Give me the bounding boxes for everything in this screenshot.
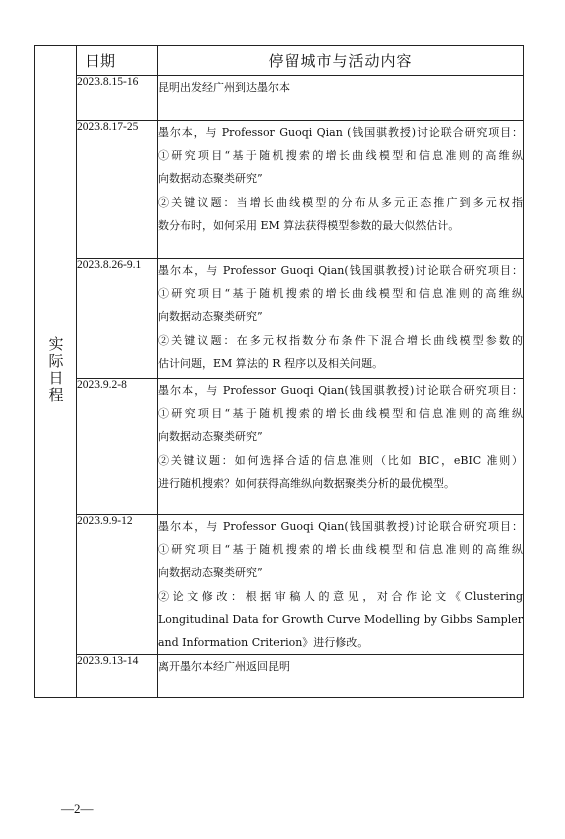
activity-line: ①研究项目“基于随机搜索的增长曲线模型和信息准则的高维纵	[158, 543, 523, 557]
activity-line: Longitudinal Data for Growth Curve Modelling by Gibbs Sampler	[158, 612, 523, 626]
activity-line: ②关键议题：在多元权指数分布条件下混合增长曲线模型参数的	[158, 333, 523, 347]
activity-line: ②关键议题：当增长曲线模型的分布从多元正态推广到多元权指	[158, 195, 523, 209]
row-activity	[158, 259, 524, 379]
activity-line: 向数据动态聚类研究”	[158, 566, 263, 580]
row-date: 2023.9.2-8	[77, 379, 158, 515]
row-date: 2023.9.9-12	[77, 515, 158, 655]
activity-line: 墨尔本，与 Professor Guoqi Qian(钱国骐教授)讨论联合研究项目：	[158, 264, 523, 277]
row-activity	[158, 515, 524, 655]
row-activity	[158, 655, 524, 698]
activity-line: ①研究项目“基于随机搜索的增长曲线模型和信息准则的高维纵	[158, 407, 523, 421]
row-date: 2023.8.15-16	[77, 76, 158, 121]
activity-line: 昆明出发经广州到达墨尔本	[158, 81, 290, 94]
activity-line: 墨尔本，与 Professor Guoqi Qian (钱国骐教授)讨论联合研究项目：	[158, 126, 523, 139]
table-row	[35, 259, 524, 379]
activity-line: 向数据动态聚类研究”	[158, 430, 263, 444]
activity-line: ②关键议题：如何选择合适的信息准则（比如 BIC，eBIC 准则）	[158, 453, 523, 467]
side-label-cell	[35, 46, 77, 698]
activity-line: 墨尔本，与 Professor Guoqi Qian(钱国骐教授)讨论联合研究项目：	[158, 384, 523, 397]
activity-line: 向数据动态聚类研究”	[158, 310, 263, 324]
activity-line: 数分布时，如何采用 EM 算法获得模型参数的最大似然估计。	[158, 218, 460, 232]
table-row	[35, 655, 524, 698]
row-date: 2023.8.17-25	[77, 121, 158, 259]
activity-line: 进行随机搜索？如何获得高维纵向数据聚类分析的最优模型。	[158, 476, 455, 490]
side-label: 实际日程	[46, 335, 65, 404]
row-activity	[158, 76, 524, 121]
table-row	[35, 121, 524, 259]
header-row	[35, 46, 524, 76]
activity-line: ①研究项目“基于随机搜索的增长曲线模型和信息准则的高维纵	[158, 287, 523, 301]
activity-line: 估计问题，EM 算法的 R 程序以及相关问题。	[158, 356, 384, 370]
row-date: 2023.9.13-14	[77, 655, 158, 698]
activity-line: 离开墨尔本经广州返回昆明	[158, 660, 290, 674]
table-row	[35, 76, 524, 121]
activity-line: and Information Criterion》进行修改。	[158, 636, 369, 650]
activity-line: ①研究项目“基于随机搜索的增长曲线模型和信息准则的高维纵	[158, 149, 523, 163]
itinerary-table	[34, 45, 524, 698]
table-row	[35, 515, 524, 655]
activity-line: 墨尔本，与 Professor Guoqi Qian(钱国骐教授)讨论联合研究项目：	[158, 520, 523, 533]
header-date: 日期	[77, 46, 158, 76]
page-number: —2—	[61, 801, 94, 816]
row-activity	[158, 121, 524, 259]
activity-line: ②论文修改：根据审稿人的意见，对合作论文《Clustering	[158, 589, 523, 603]
row-date: 2023.8.26-9.1	[77, 259, 158, 379]
activity-line: 向数据动态聚类研究”	[158, 172, 263, 186]
table-row	[35, 379, 524, 515]
header-activity: 停留城市与活动内容	[158, 46, 524, 76]
row-activity	[158, 379, 524, 515]
